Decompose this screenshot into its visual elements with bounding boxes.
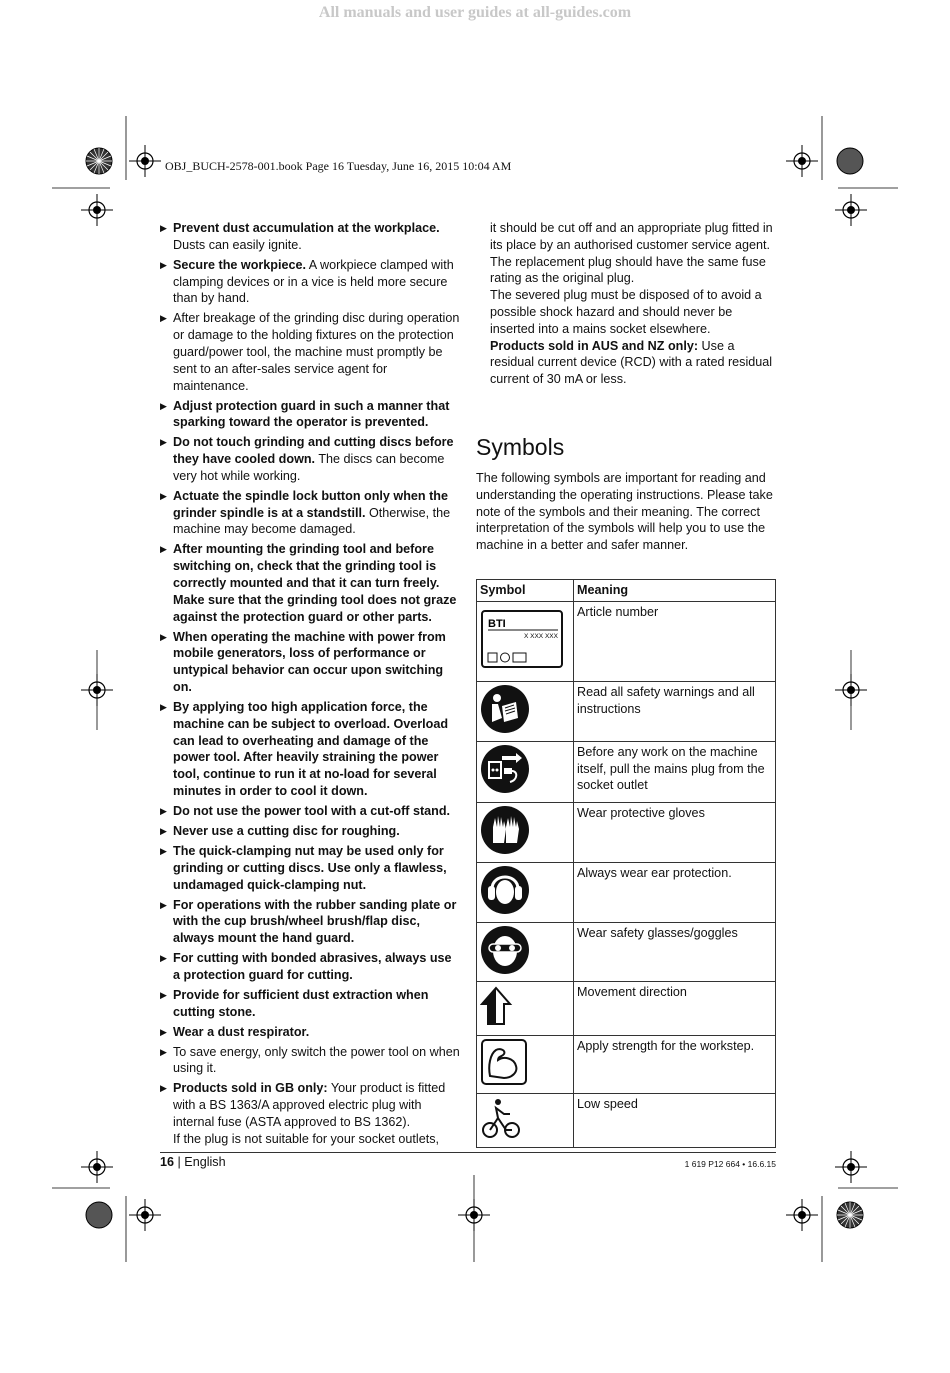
- symbol-cell: [477, 862, 574, 922]
- symbol-cell: [477, 741, 574, 802]
- svg-text:X XXX XXX: X XXX XXX: [524, 632, 558, 640]
- plug-paragraph-start: If the plug is not suitable for your socket outlets,: [173, 1131, 440, 1146]
- meaning-cell: Article number: [574, 601, 776, 681]
- safety-item: ▶ Adjust protection guard in such a manner that sparking toward the operator is prevented.: [160, 398, 460, 432]
- safety-item: ▶ Secure the workpiece. A workpiece clamped with clamping devices or in a vice is held more secure than by hand.: [160, 257, 460, 307]
- symbols-intro: The following symbols are important for reading and understanding the operating instructions. Please take note of the symbols and their meaning. The correct interpretation of the symbols will help you to use the machine in a better and safer manner.: [476, 471, 773, 553]
- table-row: [477, 862, 776, 922]
- safety-item: ▶ Provide for sufficient dust extraction when cutting stone.: [160, 987, 460, 1021]
- movement-direction-icon: [480, 1017, 516, 1031]
- table-header-row: [477, 580, 776, 602]
- safety-item: ▶ To save energy, only switch the power tool on when using it.: [160, 1044, 460, 1078]
- symbol-cell: [477, 601, 574, 681]
- meaning-cell: Before any work on the machine itself, pull the mains plug from the socket outlet: [574, 741, 776, 802]
- safety-item: ▶ Products sold in GB only: Your product is fitted with a BS 1363/A approved electric plug with internal fuse (ASTA approved to BS 1362).: [160, 1080, 460, 1130]
- safety-item: ▶ Wear a dust respirator.: [160, 1024, 460, 1041]
- meaning-cell: Wear protective gloves: [574, 802, 776, 862]
- severed-plug-paragraph: The severed plug must be disposed of to avoid a possible shock hazard and should never be inserted into a mains socket elsewhere.: [490, 288, 762, 336]
- symbols-heading: Symbols: [476, 434, 565, 460]
- table-row: [477, 1036, 776, 1094]
- symbol-cell: [477, 922, 574, 982]
- meaning-cell: Read all safety warnings and all instructions: [574, 681, 776, 741]
- pull-plug-icon: [480, 783, 530, 797]
- read-manual-icon: [480, 723, 530, 737]
- right-column: [476, 220, 778, 388]
- watermark: All manuals and user guides at all-guides.com: [318, 4, 632, 21]
- book-info-line: OBJ_BUCH-2578-001.book Page 16 Tuesday, June 16, 2015 10:04 AM: [165, 159, 512, 173]
- safety-glasses-icon: [480, 964, 530, 978]
- meaning-cell: Wear safety glasses/goggles: [574, 922, 776, 982]
- safety-item: ▶ For operations with the rubber sanding plate or with the cup brush/wheel brush/flap disc, always mount the hand guard.: [160, 897, 460, 947]
- meaning-cell: Low speed: [574, 1093, 776, 1147]
- table-row: [477, 802, 776, 862]
- gloves-icon: [480, 844, 530, 858]
- safety-item: ▶ Actuate the spindle lock button only when the grinder spindle is at a standstill. Otherwise, the machine may become damaged.: [160, 488, 460, 538]
- table-row: [477, 681, 776, 741]
- page-number: 16: [160, 1155, 175, 1169]
- meaning-cell: Always wear ear protection.: [574, 862, 776, 922]
- symbols-table: [476, 579, 776, 1148]
- symbol-cell: [477, 982, 574, 1036]
- apply-strength-icon: [480, 1075, 528, 1089]
- symbol-cell: [477, 681, 574, 741]
- safety-item: ▶ Do not touch grinding and cutting discs before they have cooled down. The discs can become very hot while working.: [160, 434, 460, 484]
- table-row: [477, 601, 776, 681]
- svg-text:BTI: BTI: [488, 617, 506, 630]
- symbol-cell: [477, 1036, 574, 1094]
- table-row: [477, 922, 776, 982]
- safety-item: ▶ After breakage of the grinding disc during operation or damage to the holding fixtures on the protection guard/power tool, the machine must promptly be sent to an after-sales service agent for maintenance.: [160, 310, 460, 394]
- aus-nz-paragraph: Products sold in AUS and NZ only: Use a residual current device (RCD) with a rated residual current of 30 mA or less.: [490, 338, 773, 387]
- low-speed-icon: [480, 1129, 524, 1143]
- footer-separator: |: [174, 1155, 185, 1169]
- ear-protection-icon: [480, 904, 530, 918]
- page-footer: [160, 1155, 226, 1169]
- meaning-cell: Apply strength for the workstep.: [574, 1036, 776, 1094]
- plug-paragraph: it should be cut off and an appropriate plug fitted in its place by an authorised customer service agent. The replacement plug should have the same fuse rating as the original plug.: [490, 221, 773, 286]
- header-meaning: Meaning: [574, 580, 776, 602]
- article-label-icon: [480, 617, 564, 674]
- document-code: 1 619 P12 664 • 16.6.15: [684, 1159, 776, 1169]
- meaning-cell: Movement direction: [574, 982, 776, 1036]
- safety-item: ▶ For cutting with bonded abrasives, always use a protection guard for cutting.: [160, 950, 460, 984]
- symbol-cell: [477, 802, 574, 862]
- safety-item: ▶ After mounting the grinding tool and before switching on, check that the grinding tool is correctly mounted and that it can turn freely. Make sure that the grinding tool does not graze against the protection guard or other parts.: [160, 541, 460, 625]
- footer-rule: [160, 1152, 776, 1153]
- header-symbol: Symbol: [477, 580, 574, 602]
- left-column: [160, 220, 460, 1148]
- safety-item: ▶ Prevent dust accumulation at the workplace. Dusts can easily ignite.: [160, 220, 460, 254]
- symbol-cell: [477, 1093, 574, 1147]
- table-row: [477, 741, 776, 802]
- safety-item: ▶ When operating the machine with power from mobile generators, loss of performance or untypical behavior can occur upon switching on.: [160, 629, 460, 696]
- safety-item: ▶ Do not use the power tool with a cut-off stand.: [160, 803, 460, 820]
- table-row: [477, 982, 776, 1036]
- safety-item: ▶ By applying too high application force, the machine can be subject to overload. Overload can lead to overheating and damage of the power tool. After heavily straining the power tool, continue to run it at no-load for several minutes in order to cool it down.: [160, 699, 460, 800]
- safety-item: ▶ Never use a cutting disc for roughing.: [160, 823, 460, 840]
- table-row: [477, 1093, 776, 1147]
- safety-item: ▶ The quick-clamping nut may be used only for grinding or cutting discs. Use only a flawless, undamaged quick-clamping nut.: [160, 843, 460, 893]
- footer-language: English: [184, 1155, 226, 1169]
